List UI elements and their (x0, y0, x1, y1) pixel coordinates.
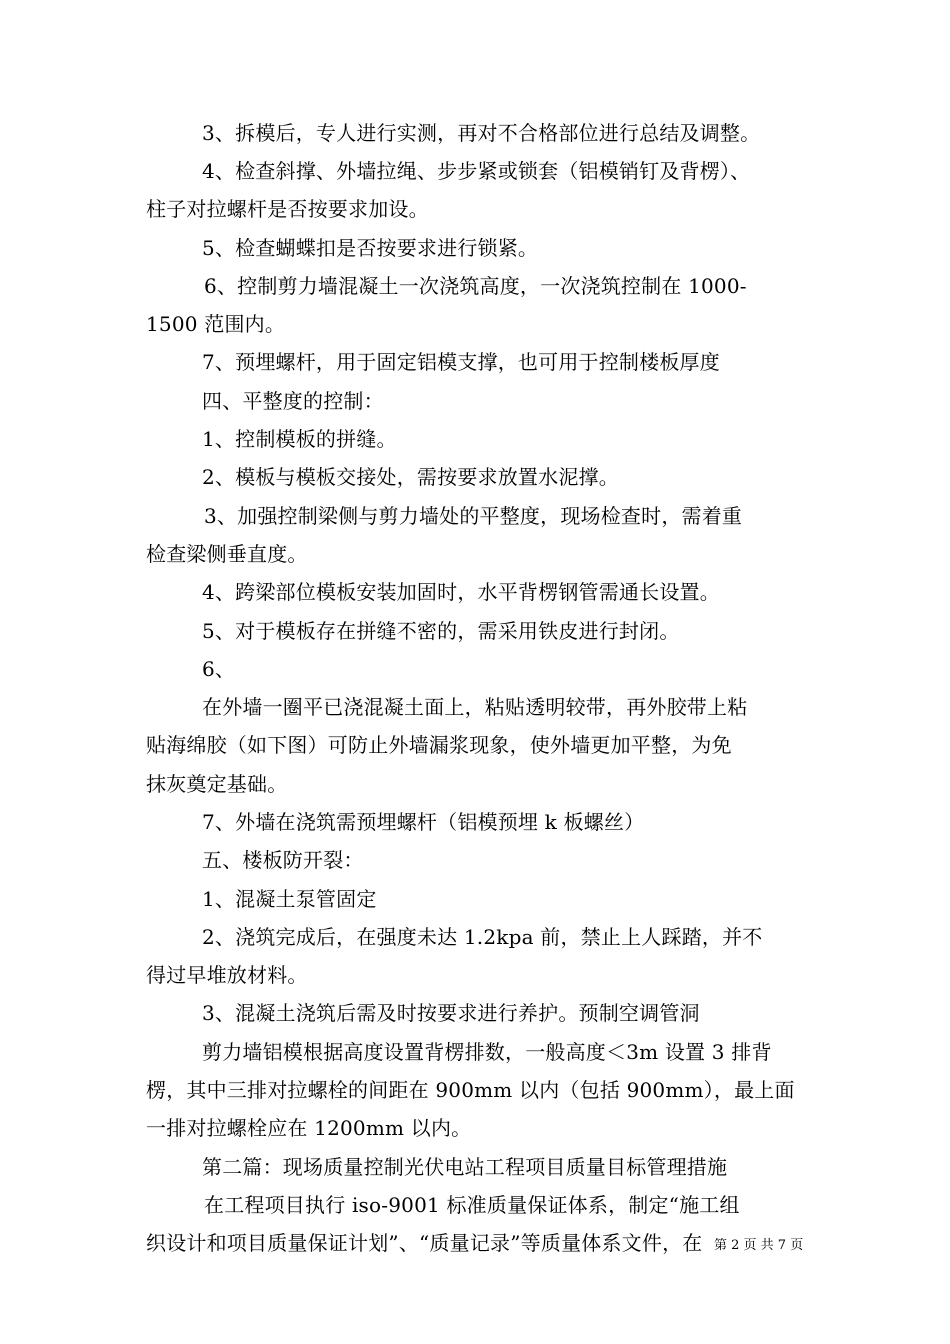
paragraph-line: 6、控制剪力墙混凝土一次浇筑高度，一次浇筑控制在 1000- (204, 274, 747, 298)
paragraph-line: 楞，其中三排对拉螺栓的间距在 900mm 以内（包括 900mm），最上面 (146, 1078, 795, 1102)
paragraph-line: 2、模板与模板交接处，需按要求放置水泥撑。 (202, 465, 619, 489)
paragraph-line: 4、跨梁部位模板安装加固时，水平背楞钢管需通长设置。 (202, 580, 720, 604)
paragraph-line: 7、外墙在浇筑需预埋螺杆（铝模预埋 k 板螺丝） (202, 810, 645, 834)
paragraph-line: 5、对于模板存在拼缝不密的，需采用铁皮进行封闭。 (202, 619, 680, 643)
section-heading: 五、楼板防开裂： (202, 848, 364, 872)
paragraph-line: 织设计和项目质量保证计划”、“质量记录”等质量体系文件，在 (146, 1231, 703, 1255)
paragraph-line: 在外墙一圈平已浇混凝土面上，粘贴透明较带，再外胶带上粘 (202, 695, 748, 719)
paragraph-line: 1500 范围内。 (146, 312, 286, 336)
paragraph-line: 抹灰奠定基础。 (146, 772, 288, 796)
chapter-heading: 第二篇：现场质量控制光伏电站工程项目质量目标管理措施 (202, 1155, 728, 1179)
paragraph-line: 剪力墙铝模根据高度设置背楞排数，一般高度＜3m 设置 3 排背 (202, 1040, 772, 1064)
paragraph-line: 4、检查斜撑、外墙拉绳、步步紧或锁套（铝模销钉及背楞）、 (202, 159, 751, 183)
paragraph-line: 一排对拉螺栓应在 1200mm 以内。 (146, 1116, 472, 1140)
paragraph-line: 2、浇筑完成后，在强度未达 1.2kpa 前，禁止上人踩踏，并不 (202, 925, 763, 949)
paragraph-line: 1、混凝土泵管固定 (202, 887, 377, 911)
paragraph-line: 6、 (202, 657, 236, 681)
paragraph-line: 在工程项目执行 iso-9001 标准质量保证体系，制定“施工组 (204, 1193, 740, 1217)
paragraph-line: 1、控制模板的拼缝。 (202, 427, 397, 451)
paragraph-line: 5、检查蝴蝶扣是否按要求进行锁紧。 (202, 236, 539, 260)
paragraph-line: 3、混凝土浇筑后需及时按要求进行养护。预制空调管洞 (202, 1001, 700, 1025)
paragraph-line: 7、预埋螺杆，用于固定铝模支撑，也可用于控制楼板厚度 (202, 350, 720, 374)
section-heading: 四、平整度的控制： (202, 389, 384, 413)
paragraph-line: 贴海绵胶（如下图）可防止外墙漏浆现象，使外墙更加平整，为免 (146, 733, 732, 757)
paragraph-line: 3、拆模后，专人进行实测，再对不合格部位进行总结及调整。 (202, 121, 761, 145)
page-number-footer: 第 2 页 共 7 页 (714, 1238, 804, 1253)
paragraph-line: 检查梁侧垂直度。 (146, 542, 308, 566)
paragraph-line: 柱子对拉螺杆是否按要求加设。 (146, 197, 429, 221)
paragraph-line: 3、加强控制梁侧与剪力墙处的平整度，现场检查时，需着重 (204, 504, 743, 528)
paragraph-line: 得过早堆放材料。 (146, 963, 308, 987)
